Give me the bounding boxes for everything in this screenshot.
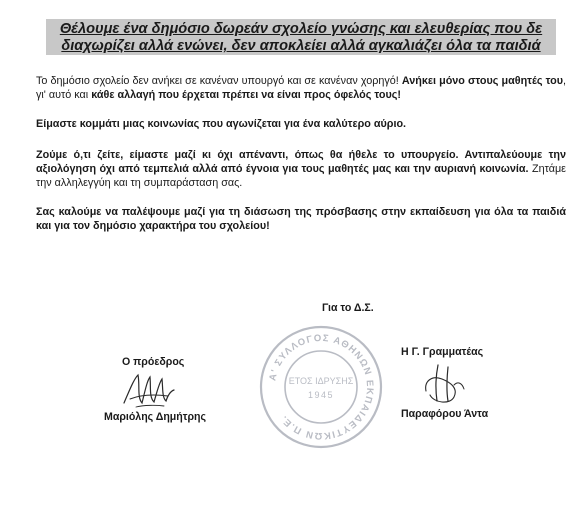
paragraph-society: Είμαστε κομμάτι μιας κοινωνίας που αγωνίζεται για ένα καλύτερο αύριο.	[36, 118, 407, 130]
seal-ring-text: Α' ΣΥΛΛΟΓΟΣ ΑΘΗΝΩΝ ΕΚΠΑΙΔΕΥΤΙΚΩΝ Π.Ε.	[267, 332, 376, 442]
paragraph-solidarity-text: Ζητάμε την αλληλεγγύη και τη συμπαράσταση σας.	[36, 163, 566, 189]
header-line-1: Θέλουμε ένα δημόσιο δωρεάν σχολείο γνώσης και ελευθερίας που δε	[59, 21, 543, 37]
seal-outer-ring	[261, 327, 381, 447]
paragraph-solidarity	[36, 148, 566, 190]
association-seal	[258, 324, 384, 450]
president-signature-icon	[120, 369, 176, 409]
paragraph-solidarity-bold: Ζούμε ό,τι ζείτε, είμαστε μαζί κι όχι απέναντι, όπως θα ήθελε το υπουργείο. Αντιπαλεύουμε την αξιολόγηση όχι από τεμπελιά αλλά από έγνοια για τους μαθητές μας και την αυριανή κοινωνία.	[36, 149, 566, 175]
header-banner	[46, 19, 556, 55]
secretary-name: Παραφόρου Άντα	[401, 408, 489, 420]
paragraph-ownership	[36, 74, 566, 102]
seal-inner-ring	[285, 351, 357, 423]
paragraph-ownership-bold-b: κάθε αλλαγή που έρχεται πρέπει να είναι προς όφελός τους!	[91, 89, 401, 101]
paragraph-call-to-action: Σας καλούμε να παλέψουμε μαζί για τη διάσωση της πρόσβασης στην εκπαίδευση για όλα τα παιδιά και για τον δημόσιο χαρακτήρα του σχολείου!	[36, 206, 566, 232]
seal-founding-label: ΕΤΟΣ ΙΔΡΥΣΗΣ	[288, 376, 354, 386]
secretary-signature-icon	[418, 361, 470, 407]
secretary-title: Η Γ. Γραμματέας	[401, 346, 484, 358]
president-name: Μαριόλης Δημήτρης	[104, 411, 207, 423]
header-line-2: διαχωρίζει αλλά ενώνει, δεν αποκλείει αλλά αγκαλιάζει όλα τα παιδιά	[61, 38, 541, 54]
paragraph-ownership-text-b: , γι' αυτό και	[36, 75, 566, 101]
paragraph-ownership-text-a: Το δημόσιο σχολείο δεν ανήκει σε κανέναν υπουργό και σε κανέναν χορηγό!	[36, 75, 402, 87]
president-title: Ο πρόεδρος	[122, 356, 185, 368]
seal-founding-year: 1945	[307, 390, 335, 400]
for-board-label: Για το Δ.Σ.	[322, 302, 374, 314]
paragraph-ownership-bold-a: Ανήκει μόνο στους μαθητές του	[401, 75, 563, 87]
